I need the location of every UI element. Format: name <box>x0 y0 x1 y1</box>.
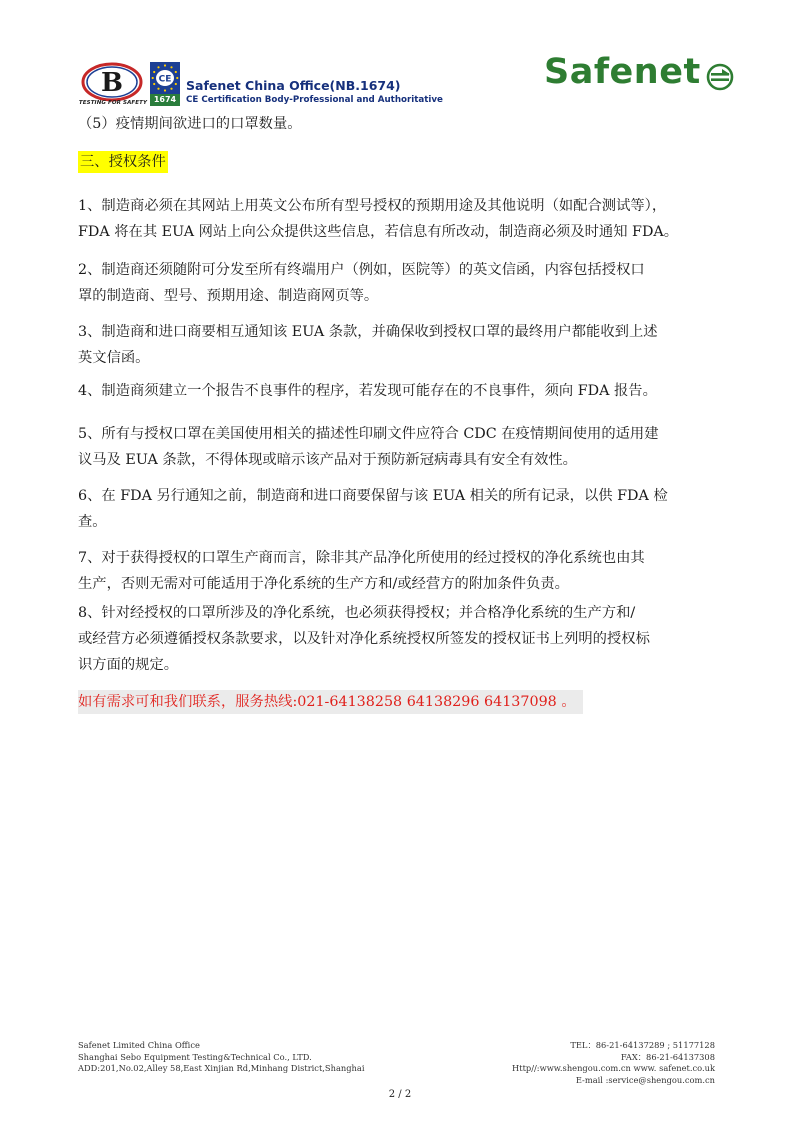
footer-address: ADD:201,No.02,Alley 58,East Xinjian Rd,Minhang District,Shanghai <box>78 1063 365 1073</box>
page-header <box>0 0 800 110</box>
paragraph-4 <box>78 378 723 404</box>
section-heading: 三、授权条件 <box>78 151 168 173</box>
paragraph-line: 识方面的规定。 <box>78 657 179 673</box>
paragraph-1 <box>78 193 723 245</box>
footer-email: E-mail :service@shengou.com.cn <box>575 1074 715 1085</box>
paragraph-line: 生产，否则无需对可能适用于净化系统的生产方和/或经营方的附加条件负责。 <box>78 576 569 592</box>
svg-text:B: B <box>101 68 123 98</box>
paragraph-line: 查。 <box>78 514 107 530</box>
paragraph-line: 罩的制造商、型号、预期用途、制造商网页等。 <box>78 288 379 304</box>
paragraph-3 <box>78 319 723 371</box>
paragraph-7 <box>78 545 723 597</box>
paragraph-6 <box>78 483 723 535</box>
paragraph-line: 7、对于获得授权的口罩生产商而言，除非其产品净化所使用的经过授权的净化系统也由其 <box>78 550 645 566</box>
footer-company-block <box>78 1040 365 1075</box>
safenet-emblem-icon <box>706 63 734 91</box>
paragraph-8 <box>78 600 723 678</box>
page-number: 2 / 2 <box>388 1089 412 1100</box>
footer-fax: FAX：86-21-64137308 <box>620 1051 715 1062</box>
b-logo-tagline: TESTING FOR SAFETY <box>78 100 148 106</box>
footer-company-name: Safenet Limited China Office <box>78 1040 200 1050</box>
contact-hotline: 如有需求可和我们联系，服务热线:021-64138258 64138296 64137098 。 <box>78 690 583 714</box>
paragraph-line: 6、在 FDA 另行通知之前，制造商和进口商要保留与该 EUA 相关的所有记录，以供 FDA 检 <box>78 488 668 504</box>
footer-tel: TEL：86-21-64137289 ; 51177128 <box>570 1040 715 1050</box>
paragraph-line: 2、制造商还须随附可分发至所有终端用户（例如，医院等）的英文信函，内容包括授权口 <box>78 262 645 278</box>
brand-logo-text: Safenet <box>544 52 701 92</box>
footer-contact-block <box>512 1040 715 1086</box>
paragraph-2 <box>78 257 723 309</box>
paragraph-line: 或经营方必须遵循授权条款要求，以及针对净化系统授权所签发的授权证书上列明的授权标 <box>78 631 650 647</box>
footer-websites: Http//:www.shengou.com.cn www. safenet.co.uk <box>512 1063 715 1073</box>
paragraph-line: 3、制造商和进口商要相互通知该 EUA 条款，并确保收到授权口罩的最终用户都能收到上述 <box>78 324 658 340</box>
intro-line: （5）疫情期间欲进口的口罩数量。 <box>78 116 302 132</box>
paragraph-line: 8、针对经授权的口罩所涉及的净化系统，也必须获得授权；并合格净化系统的生产方和/ <box>78 605 636 621</box>
paragraph-line: 4、制造商须建立一个报告不良事件的程序，若发现可能存在的不良事件，须向 FDA 报告。 <box>78 383 657 399</box>
paragraph-5 <box>78 421 723 473</box>
footer-company-subsidiary: Shanghai Sebo Equipment Testing&Technical Co., LTD. <box>78 1051 312 1062</box>
ce-number: 1674 <box>153 95 177 104</box>
paragraph-line: 英文信函。 <box>78 350 150 366</box>
office-name: Safenet China Office(NB.1674) <box>186 78 401 93</box>
office-subtitle: CE Certification Body-Professional and Authoritative <box>186 95 443 105</box>
paragraph-line: 1、制造商必须在其网站上用英文公布所有型号授权的预期用途及其他说明（如配合测试等）， <box>78 198 667 214</box>
paragraph-line: FDA 将在其 EUA 网站上向公众提供这些信息，若信息有所改动，制造商必须及时通知 FDA。 <box>78 224 679 240</box>
svg-text:CE: CE <box>158 74 172 85</box>
paragraph-line: 议马及 EUA 条款，不得体现或暗示该产品对于预防新冠病毒具有安全有效性。 <box>78 452 577 468</box>
paragraph-line: 5、所有与授权口罩在美国使用相关的描述性印刷文件应符合 CDC 在疫情期间使用的适用建 <box>78 426 659 442</box>
